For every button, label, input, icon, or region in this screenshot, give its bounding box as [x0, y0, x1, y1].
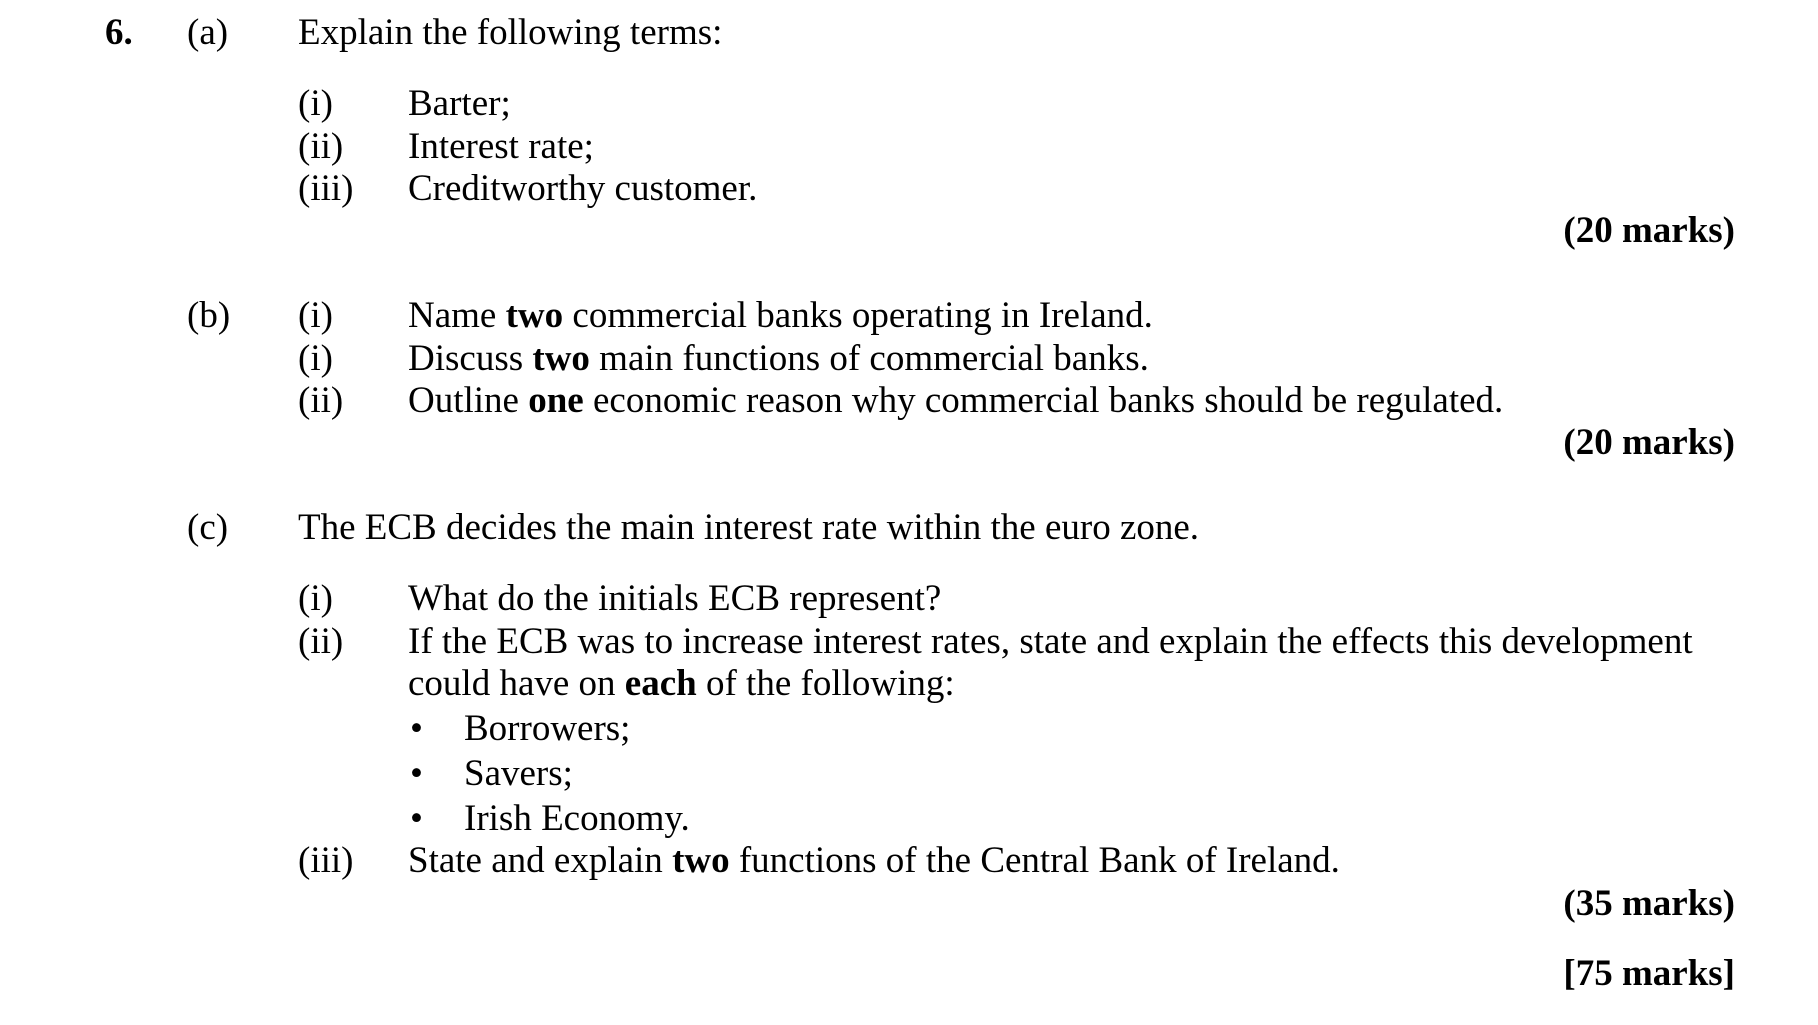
part-c-marks: (35 marks)	[1563, 883, 1735, 924]
bullet-text: Borrowers;	[464, 708, 631, 749]
part-c-label: (c)	[187, 507, 229, 548]
part-c-item-num: (iii)	[298, 840, 354, 881]
part-b-label: (b)	[187, 295, 231, 336]
part-c-item-text-line1: If the ECB was to increase interest rates, state and explain the effects this development	[408, 621, 1693, 662]
bullet-icon: •	[410, 753, 423, 794]
part-a-item-text: Barter;	[408, 83, 511, 124]
part-a-item-text: Interest rate;	[408, 126, 594, 167]
part-c-intro: The ECB decides the main interest rate within the euro zone.	[298, 507, 1200, 548]
part-a-item-text: Creditworthy customer.	[408, 168, 758, 209]
part-c-item-text: State and explain two functions of the Central Bank of Ireland.	[408, 840, 1340, 881]
part-c-item-text: What do the initials ECB represent?	[408, 578, 942, 619]
part-a-label: (a)	[187, 12, 229, 53]
bullet-text: Irish Economy.	[464, 798, 690, 839]
part-b-item-num: (i)	[298, 338, 333, 379]
part-b-item-num: (i)	[298, 295, 333, 336]
part-b-item-text: Name two commercial banks operating in Ireland.	[408, 295, 1153, 336]
part-c-item-num: (ii)	[298, 621, 344, 662]
question-number: 6.	[105, 12, 133, 53]
bullet-icon: •	[410, 798, 423, 839]
part-a-intro: Explain the following terms:	[298, 12, 723, 53]
bullet-icon: •	[410, 708, 423, 749]
part-c-item-num: (i)	[298, 578, 333, 619]
part-a-item-num: (ii)	[298, 126, 344, 167]
part-c-item-text-line2: could have on each of the following:	[408, 663, 955, 704]
part-a-item-num: (i)	[298, 83, 333, 124]
part-b-marks: (20 marks)	[1563, 422, 1735, 463]
part-b-item-text: Discuss two main functions of commercial banks.	[408, 338, 1149, 379]
part-a-marks: (20 marks)	[1563, 210, 1735, 251]
part-b-item-num: (ii)	[298, 380, 344, 421]
total-marks: [75 marks]	[1563, 953, 1735, 994]
part-a-item-num: (iii)	[298, 168, 354, 209]
bullet-text: Savers;	[464, 753, 573, 794]
part-b-item-text: Outline one economic reason why commercial banks should be regulated.	[408, 380, 1504, 421]
